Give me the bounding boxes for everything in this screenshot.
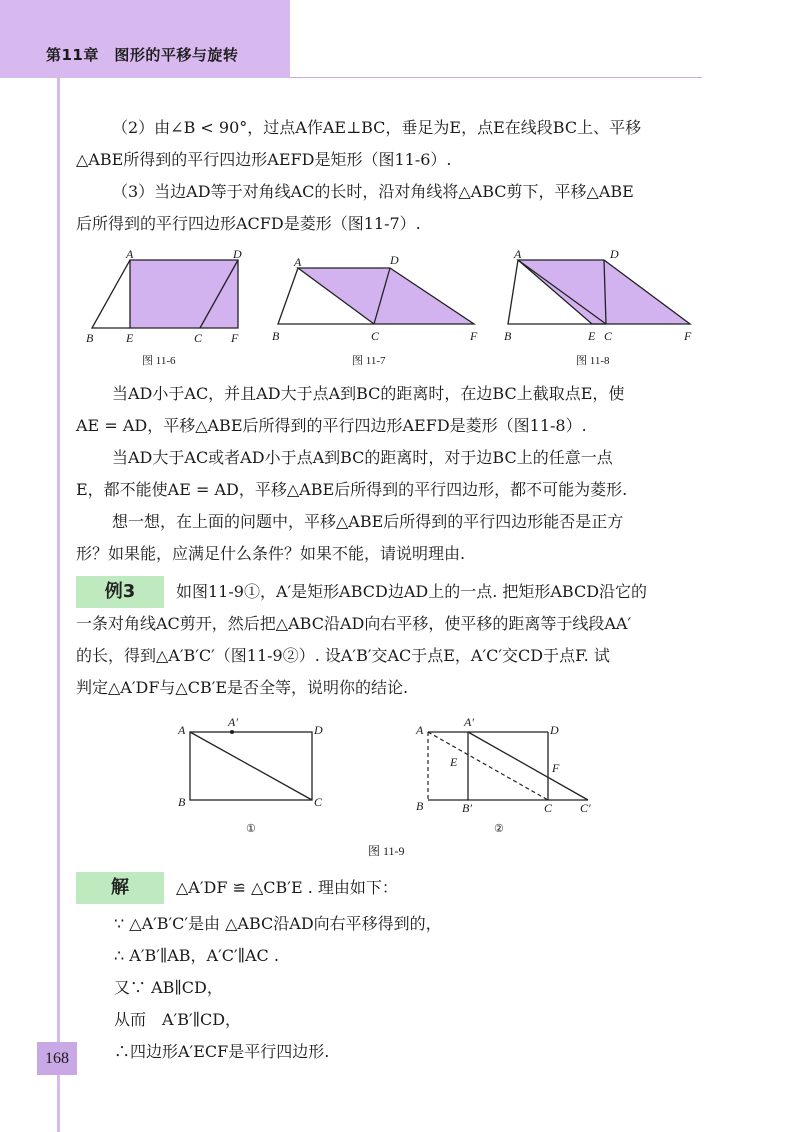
paragraph-line: △ABE所得到的平行四边形AEFD是矩形（图11-6）. (76, 150, 452, 169)
example-line: 如图11-9①，A′是矩形ABCD边AD上的一点. 把矩形ABCD沿它的 (176, 582, 648, 601)
solution-label: 解 (76, 872, 164, 904)
vertex-label: E (588, 329, 596, 343)
figure-11-7 (268, 248, 488, 376)
vertex-label: B (178, 795, 186, 809)
vertex-label: A′ (464, 715, 474, 729)
paragraph-line: 当AD小于AC，并且AD大于点A到BC的距离时，在边BC上截取点E，使 (112, 384, 625, 403)
page-number: 168 (37, 1042, 77, 1075)
figure-caption: 图 11-8 (576, 355, 610, 367)
paragraph-line: （2）由∠B < 90°，过点A作AE⊥BC，垂足为E，点E在线段BC上、平移 (112, 118, 642, 137)
vertex-label: A (294, 255, 302, 269)
example-line: 一条对角线AC剪开，然后把△ABC沿AD向右平移，使平移的距离等于线段AA′ (76, 614, 632, 633)
margin-rule (57, 78, 60, 1132)
vertex-label: A (126, 247, 134, 261)
figure-11-6 (80, 248, 260, 376)
sub-caption: ② (494, 823, 504, 835)
vertex-label: C (371, 329, 380, 343)
chapter-title: 第11章 图形的平移与旋转 (46, 46, 239, 64)
vertex-label: A (178, 723, 186, 737)
figure-caption: 图 11-9 (368, 844, 405, 858)
vertex-label: A (416, 723, 424, 737)
solution-line: 从而 A′B′∥CD， (114, 1010, 242, 1029)
paragraph-line: （3）当边AD等于对角线AC的长时，沿对角线将△ABC剪下，平移△ABE (112, 182, 634, 201)
example-label: 例3 (76, 576, 164, 608)
paragraph-line: 形？如果能，应满足什么条件？如果不能，请说明理由. (76, 544, 466, 563)
figure-caption: 图 11-6 (142, 355, 176, 367)
paragraph-line: E，都不能使AE = AD，平移△ABE后所得到的平行四边形，都不可能为菱形. (76, 480, 628, 499)
figure-caption: 图 11-7 (352, 355, 386, 367)
vertex-label: F (231, 331, 239, 345)
vertex-label: C (194, 331, 203, 345)
vertex-label: B (416, 799, 424, 813)
vertex-label: D (314, 723, 323, 737)
figure-11-9-part1 (172, 714, 342, 840)
solution-line: 又∵ AB∥CD， (114, 978, 223, 997)
paragraph-line: 想一想，在上面的问题中，平移△ABE后所得到的平行四边形能否是正方 (112, 512, 624, 531)
solution-line: ∴四边形A′ECF是平行四边形. (114, 1042, 330, 1061)
vertex-label: F (684, 329, 692, 343)
solution-line: ∵ △A′B′C′是由 △ABC沿AD向右平移得到的， (114, 914, 442, 933)
vertex-label: D (390, 253, 399, 267)
vertex-label: B (504, 329, 512, 343)
paragraph-line: 当AD大于AC或者AD小于点A到BC的距离时，对于边BC上的任意一点 (112, 448, 613, 467)
vertex-label: A′ (228, 715, 238, 729)
example-line: 判定△A′DF与△CB′E是否全等，说明你的结论. (76, 678, 409, 697)
figure-11-8 (500, 248, 700, 376)
example-line: 的长，得到△A′B′C′（图11-9②）. 设A′B′交AC于点E，A′C′交CD于点F. 试 (76, 646, 610, 665)
header-divider (290, 77, 702, 78)
vertex-label: B (86, 331, 94, 345)
vertex-label: F (552, 761, 560, 775)
paragraph-line: 后所得到的平行四边形ACFD是菱形（图11-7）. (76, 214, 421, 233)
vertex-label: B (272, 329, 280, 343)
header-band (0, 0, 290, 78)
vertex-label: E (450, 755, 458, 769)
vertex-label: C (604, 329, 613, 343)
vertex-label: D (610, 247, 619, 261)
vertex-label: D (550, 723, 559, 737)
sub-caption: ① (246, 823, 256, 835)
vertex-label: C (314, 795, 323, 809)
solution-line: ∴ A′B′∥AB，A′C′∥AC . (114, 946, 279, 965)
vertex-label: D (233, 247, 242, 261)
figure-11-9-part2 (410, 714, 600, 840)
paragraph-line: AE = AD，平移△ABE后所得到的平行四边形AEFD是菱形（图11-8）. (76, 416, 587, 435)
vertex-label: C (544, 801, 553, 815)
vertex-label: F (470, 329, 478, 343)
vertex-label: C′ (580, 801, 591, 815)
solution-line: △A′DF ≌ △CB′E . 理由如下： (176, 878, 398, 897)
vertex-label: A (514, 247, 522, 261)
vertex-label: B′ (462, 801, 472, 815)
vertex-label: E (126, 331, 134, 345)
